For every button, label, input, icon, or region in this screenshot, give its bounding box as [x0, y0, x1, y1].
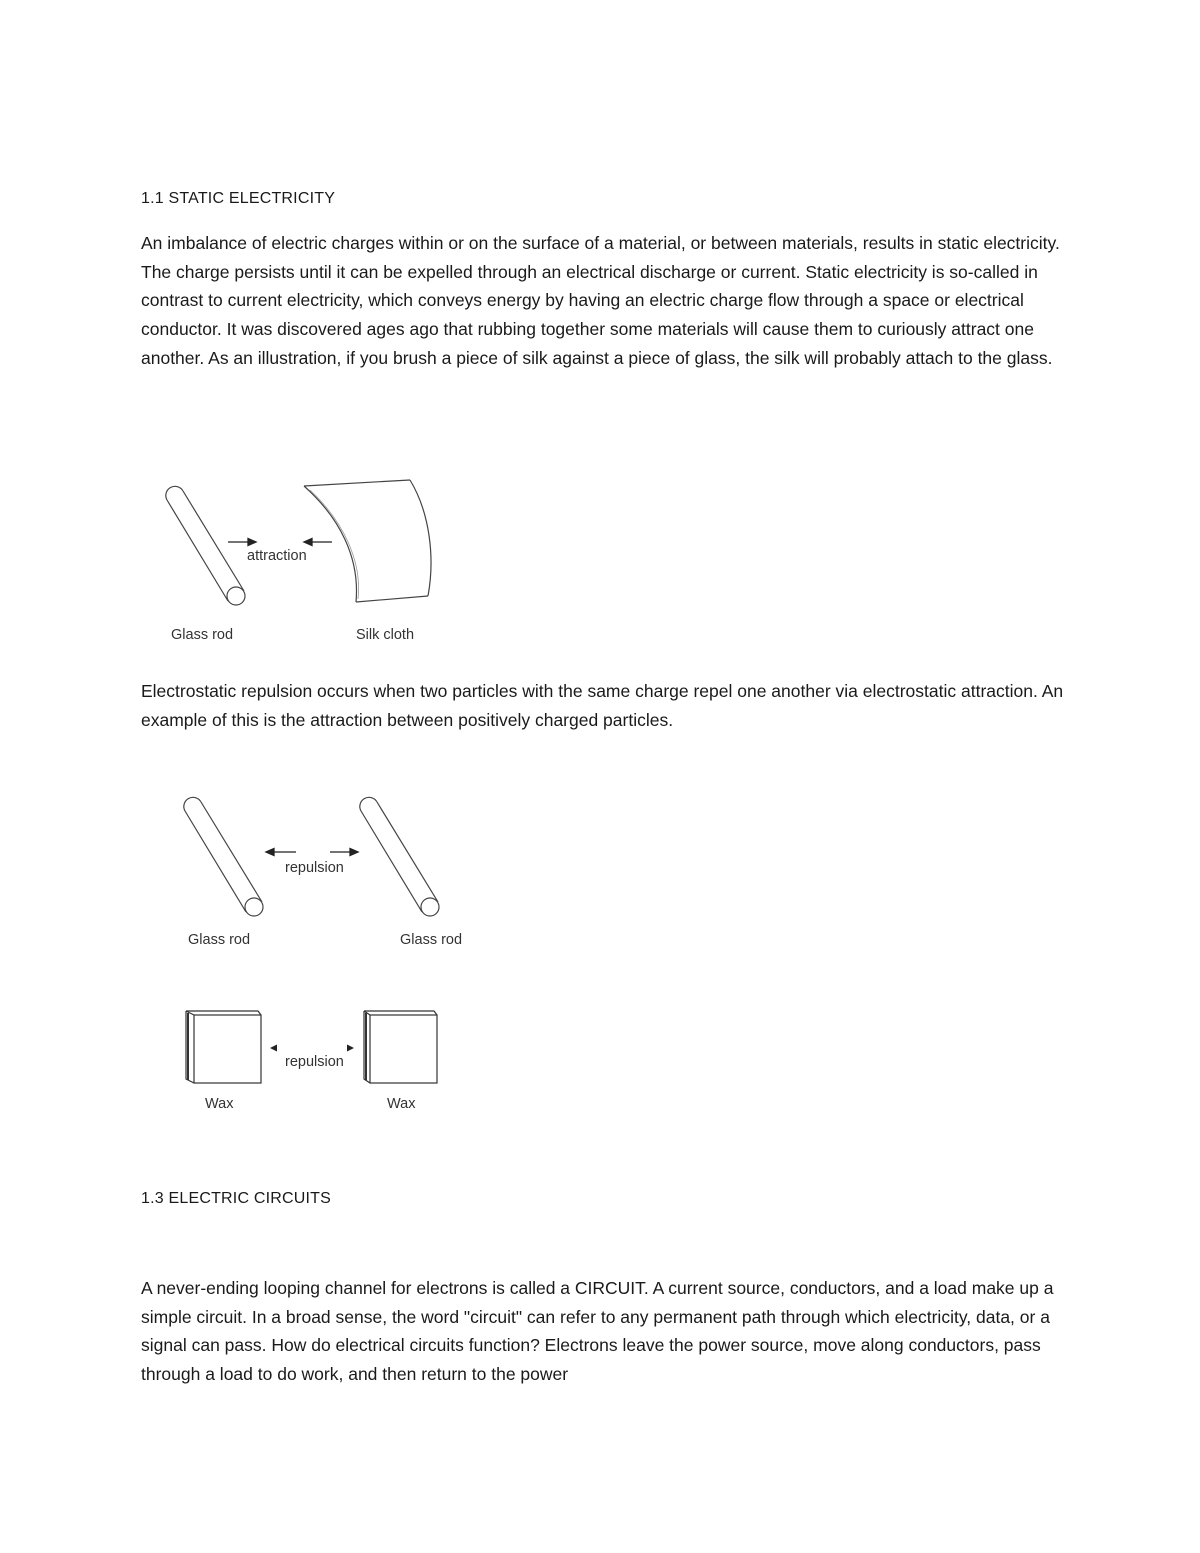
glass-rod-label: Glass rod [171, 627, 234, 643]
repulsion-arrows [266, 849, 358, 856]
silk-cloth-label: Silk cloth [356, 627, 415, 643]
section-heading-static-electricity: 1.1 STATIC ELECTRICITY [141, 190, 336, 207]
silk-cloth-drawing [304, 480, 431, 602]
attraction-arrows [228, 539, 332, 546]
static-electricity-paragraph: An imbalance of electric charges within or on the surface of a material, or between materials, results in static electricity. The charge persists until it can be expelled through an electrical discharge or current. Static electricity is so-called in contrast to current electricity, which conveys energy by having an electric charge flow through a space or electrical conductor. It was discovered ages ago that rubbing together some materials will cause them to curiously attract one another. As an illustration, if you brush a piece of silk against a piece of glass, the silk will probably attach to the glass. [141, 233, 1060, 368]
section-heading-electric-circuits: 1.3 ELECTRIC CIRCUITS [141, 1190, 332, 1207]
left-glass-rod-drawing [184, 797, 263, 916]
right-wax-block-drawing [364, 1011, 437, 1083]
wax-repulsion-label: repulsion [285, 1054, 344, 1070]
electric-circuits-paragraph: A never-ending looping channel for electrons is called a CIRCUIT. A current source, conductors, and a load make up a simple circuit. In a broad sense, the word "circuit" can refer to any permanent path through which electricity, data, or a signal can pass. How do electrical circuits function? Electrons leave the power source, move along conductors, pass through a load to do work, and then return to the power [141, 1278, 1054, 1385]
glass-rod-drawing [166, 486, 245, 605]
right-glass-rod-drawing [360, 797, 439, 916]
left-wax-block-drawing [186, 1011, 261, 1083]
attraction-label: attraction [247, 548, 307, 564]
right-wax-label: Wax [387, 1096, 416, 1112]
repulsion-paragraph: Electrostatic repulsion occurs when two particles with the same charge repel one another via electrostatic attraction. An example of this is the attraction between positively charged particles. [141, 681, 1064, 730]
rod-repulsion-label: repulsion [285, 860, 344, 876]
left-wax-label: Wax [205, 1096, 234, 1112]
rod-repulsion-figure [170, 795, 490, 955]
attraction-figure [150, 478, 470, 653]
right-glass-rod-label: Glass rod [400, 932, 463, 948]
left-glass-rod-label: Glass rod [188, 932, 251, 948]
wax-repulsion-arrows [270, 1045, 354, 1052]
wax-repulsion-figure [180, 1005, 480, 1120]
